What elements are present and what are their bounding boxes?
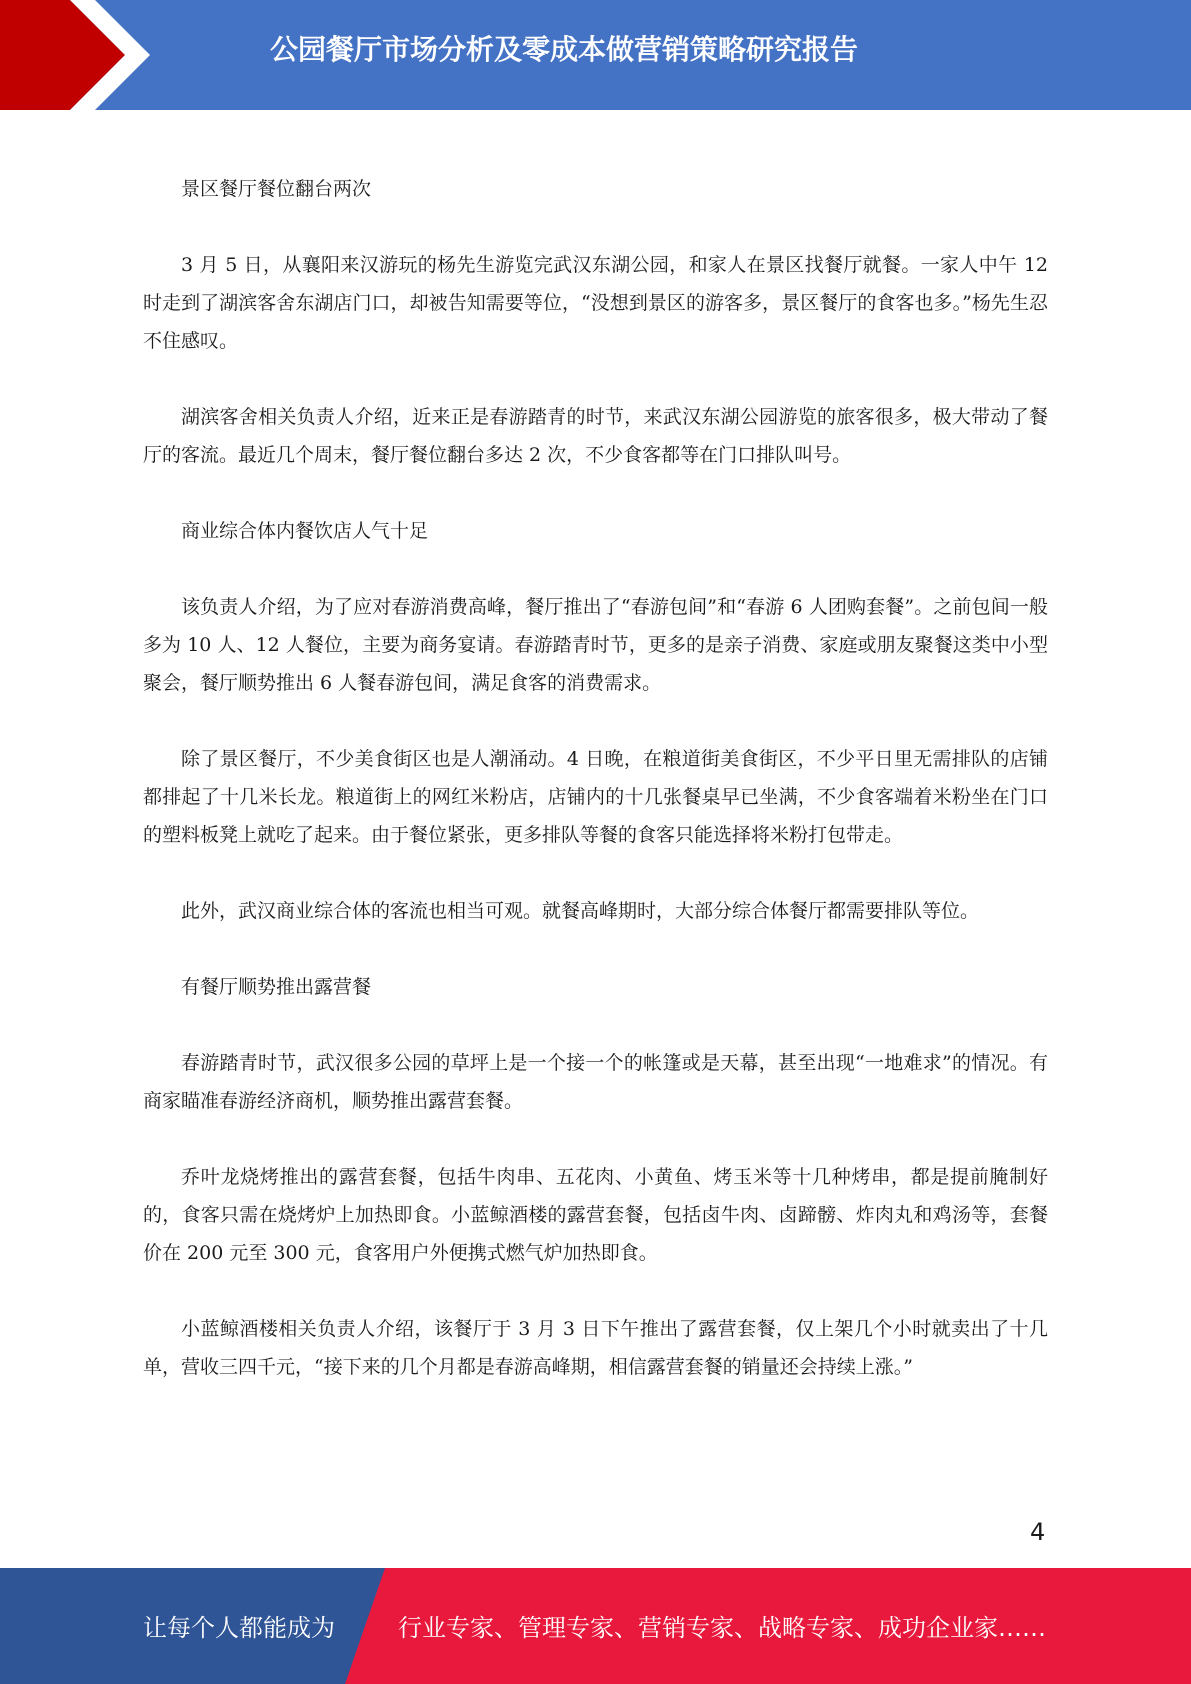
page-number: 4 <box>1030 1518 1046 1546</box>
section-heading: 商业综合体内餐饮店人气十足 <box>181 520 429 542</box>
page-header <box>0 0 1191 110</box>
page-footer <box>0 1568 1191 1684</box>
paragraph: 小蓝鲸酒楼相关负责人介绍，该餐厅于 3 月 3 日下午推出了露营套餐，仅上架几个小时就卖出了十几单，营收三四千元，“接下来的几个月都是春游高峰期，相信露营套餐的销量还会持续上涨。” <box>143 1318 1048 1378</box>
section-heading: 景区餐厅餐位翻台两次 <box>181 178 372 200</box>
paragraph: 乔叶龙烧烤推出的露营套餐，包括牛肉串、五花肉、小黄鱼、烤玉米等十几种烤串，都是提前腌制好的，食客只需在烧烤炉上加热即食。小蓝鲸酒楼的露营套餐，包括卤牛肉、卤蹄髈、炸肉丸和鸡汤等，套餐价在 200 元至 300 元，食客用户外便携式燃气炉加热即食。 <box>143 1166 1048 1264</box>
paragraph: 该负责人介绍，为了应对春游消费高峰，餐厅推出了“春游包间”和“春游 6 人团购套餐”。之前包间一般多为 10 人、12 人餐位，主要为商务宴请。春游踏青时节，更多的是亲子消费、家庭或朋友聚餐这类中小型聚会，餐厅顺势推出 6 人餐春游包间，满足食客的消费需求。 <box>143 596 1048 694</box>
document-body <box>143 170 1048 1424</box>
footer-slogan-right: 行业专家、管理专家、营销专家、战略专家、成功企业家…… <box>398 1614 1046 1642</box>
report-title: 公园餐厅市场分析及零成本做营销策略研究报告 <box>270 33 859 66</box>
paragraph: 此外，武汉商业综合体的客流也相当可观。就餐高峰期时，大部分综合体餐厅都需要排队等位。 <box>181 900 980 922</box>
section-heading: 有餐厅顺势推出露营餐 <box>181 976 372 998</box>
paragraph: 湖滨客舍相关负责人介绍，近来正是春游踏青的时节，来武汉东湖公园游览的旅客很多，极大带动了餐厅的客流。最近几个周末，餐厅餐位翻台多达 2 次，不少食客都等在门口排队叫号。 <box>143 406 1048 466</box>
header-arrow-decoration <box>0 0 160 110</box>
paragraph: 春游踏青时节，武汉很多公园的草坪上是一个接一个的帐篷或是天幕，甚至出现“一地难求”的情况。有商家瞄准春游经济商机，顺势推出露营套餐。 <box>143 1052 1048 1112</box>
paragraph: 除了景区餐厅，不少美食街区也是人潮涌动。4 日晚，在粮道街美食街区，不少平日里无需排队的店铺都排起了十几米长龙。粮道街上的网红米粉店，店铺内的十几张餐桌早已坐满，不少食客端着米粉坐在门口的塑料板凳上就吃了起来。由于餐位紧张，更多排队等餐的食客只能选择将米粉打包带走。 <box>143 748 1048 846</box>
paragraph: 3 月 5 日，从襄阳来汉游玩的杨先生游览完武汉东湖公园，和家人在景区找餐厅就餐。一家人中午 12 时走到了湖滨客舍东湖店门口，却被告知需要等位，“没想到景区的游客多，景区餐厅的食客也多。”杨先生忍不住感叹。 <box>143 254 1048 352</box>
footer-slogan-left: 让每个人都能成为 <box>143 1614 335 1642</box>
